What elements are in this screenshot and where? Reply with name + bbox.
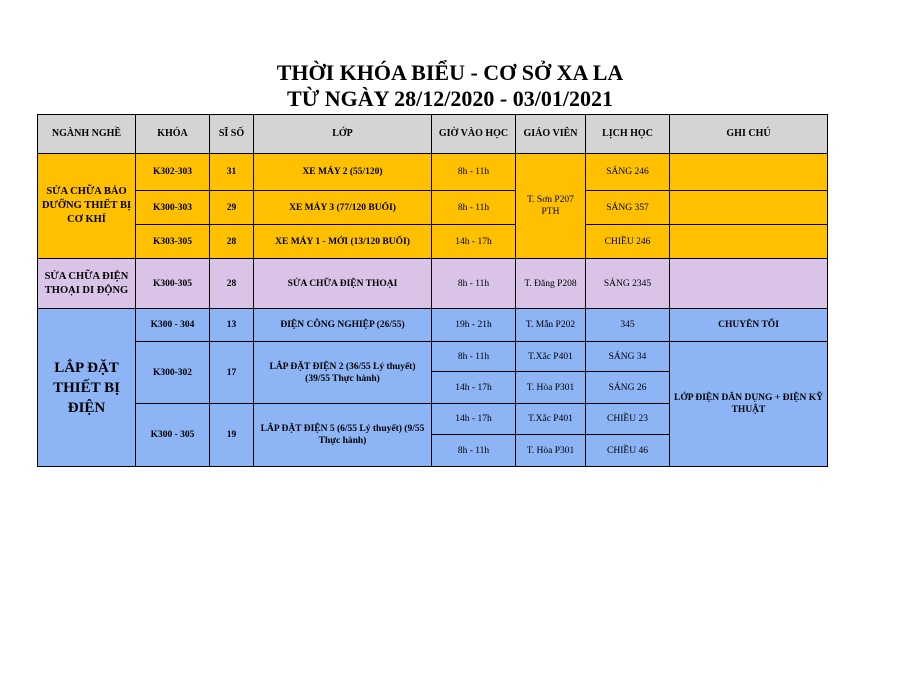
lop-cell: XE MÁY 1 - MỚI (13/120 BUỔI) xyxy=(254,225,432,259)
lop-cell: ĐIỆN CÔNG NGHIỆP (26/55) xyxy=(254,309,432,342)
header-gio-vao-hoc: GIỜ VÀO HỌC xyxy=(432,115,516,154)
schedule-table xyxy=(37,114,828,467)
header-khoa: KHÓA xyxy=(136,115,210,154)
giao-vien-cell: T.Xắc P401 xyxy=(516,342,586,372)
si-so-cell: 28 xyxy=(210,225,254,259)
si-so-cell: 19 xyxy=(210,404,254,467)
khoa-cell: K300-303 xyxy=(136,191,210,225)
khoa-cell: K302-303 xyxy=(136,154,210,191)
gio-cell: 8h - 11h xyxy=(432,191,516,225)
lop-cell: XE MÁY 3 (77/120 BUỔI) xyxy=(254,191,432,225)
gio-cell: 14h - 17h xyxy=(432,404,516,435)
khoa-cell: K300-305 xyxy=(136,259,210,309)
gio-cell: 14h - 17h xyxy=(432,372,516,404)
gio-cell: 8h - 11h xyxy=(432,342,516,372)
ghi-chu-cell xyxy=(670,259,828,309)
page-title: THỜI KHÓA BIỂU - CƠ SỞ XA LA xyxy=(276,60,624,85)
nganh-cell: SỬA CHỮA ĐIỆN THOẠI DI ĐỘNG xyxy=(38,259,136,309)
date-range-title: TỪ NGÀY 28/12/2020 - 03/01/2021 xyxy=(287,86,613,111)
khoa-cell: K300 - 304 xyxy=(136,309,210,342)
lich-cell: CHIỀU 246 xyxy=(586,225,670,259)
khoa-cell: K300-302 xyxy=(136,342,210,404)
table-row xyxy=(38,259,828,309)
lich-cell: SÁNG 26 xyxy=(586,372,670,404)
table-row xyxy=(38,225,828,259)
giao-vien-cell: T. Hòa P301 xyxy=(516,435,586,467)
lich-cell: CHIỀU 46 xyxy=(586,435,670,467)
lop-cell: XE MÁY 2 (55/120) xyxy=(254,154,432,191)
header-nganh-nghe: NGÀNH NGHỀ xyxy=(38,115,136,154)
lich-cell: CHIỀU 23 xyxy=(586,404,670,435)
khoa-cell: K303-305 xyxy=(136,225,210,259)
si-so-cell: 13 xyxy=(210,309,254,342)
nganh-cell: LẮP ĐẶT THIẾT BỊ ĐIỆN xyxy=(38,309,136,467)
table-row xyxy=(38,342,828,372)
nganh-cell: SỬA CHỮA BẢO DƯỠNG THIẾT BỊ CƠ KHÍ xyxy=(38,154,136,259)
table-row xyxy=(38,191,828,225)
lich-cell: SÁNG 246 xyxy=(586,154,670,191)
header-ghi-chu: GHI CHÚ xyxy=(670,115,828,154)
si-so-cell: 31 xyxy=(210,154,254,191)
giao-vien-cell: T. Mẫn P202 xyxy=(516,309,586,342)
ghi-chu-cell xyxy=(670,225,828,259)
ghi-chu-cell: CHUYÊN TỐI xyxy=(670,309,828,342)
lop-cell: SỬA CHỮA ĐIỆN THOẠI xyxy=(254,259,432,309)
giao-vien-cell: T. Đăng P208 xyxy=(516,259,586,309)
header-lop: LỚP xyxy=(254,115,432,154)
ghi-chu-cell xyxy=(670,154,828,191)
header-lich-hoc: LỊCH HỌC xyxy=(586,115,670,154)
table-row xyxy=(38,154,828,191)
giao-vien-cell: T.Xắc P401 xyxy=(516,404,586,435)
lich-cell: SÁNG 34 xyxy=(586,342,670,372)
header-si-so: SĨ SỐ xyxy=(210,115,254,154)
lop-cell: LẮP ĐẶT ĐIỆN 5 (6/55 Lý thuyết) (9/55 Thực hành) xyxy=(254,404,432,467)
gio-cell: 19h - 21h xyxy=(432,309,516,342)
table-row xyxy=(38,309,828,342)
gio-cell: 8h - 11h xyxy=(432,154,516,191)
lop-cell: LẮP ĐẶT ĐIỆN 2 (36/55 Lý thuyết) (39/55 Thực hành) xyxy=(254,342,432,404)
si-so-cell: 17 xyxy=(210,342,254,404)
si-so-cell: 29 xyxy=(210,191,254,225)
lich-cell: 345 xyxy=(586,309,670,342)
giao-vien-cell: T. Sơn P207 PTH xyxy=(516,154,586,259)
si-so-cell: 28 xyxy=(210,259,254,309)
lich-cell: SÁNG 357 xyxy=(586,191,670,225)
header-giao-vien: GIÁO VIÊN xyxy=(516,115,586,154)
gio-cell: 14h - 17h xyxy=(432,225,516,259)
giao-vien-cell: T. Hòa P301 xyxy=(516,372,586,404)
ghi-chu-cell xyxy=(670,191,828,225)
table-header-row xyxy=(38,115,828,154)
ghi-chu-merged-cell: LỚP ĐIỆN DÂN DỤNG + ĐIỆN KỸ THUẬT xyxy=(670,342,828,467)
gio-cell: 8h - 11h xyxy=(432,259,516,309)
lich-cell: SÁNG 2345 xyxy=(586,259,670,309)
gio-cell: 8h - 11h xyxy=(432,435,516,467)
khoa-cell: K300 - 305 xyxy=(136,404,210,467)
